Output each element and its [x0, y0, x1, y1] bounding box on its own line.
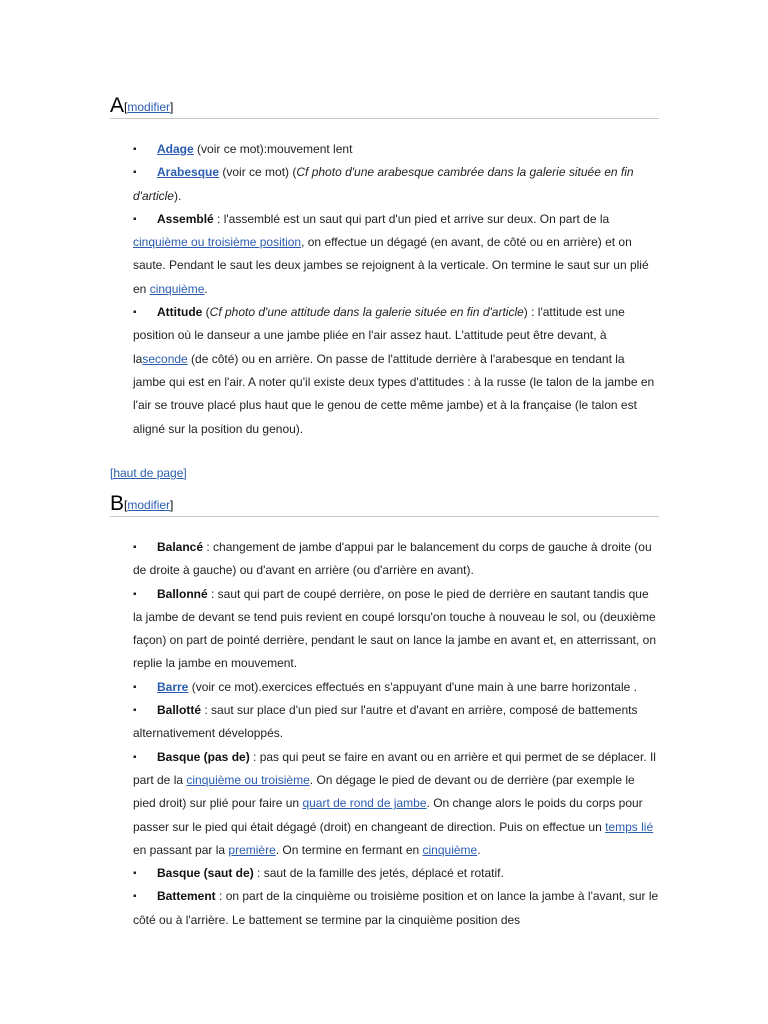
text-basque-4: en passant par la: [133, 842, 229, 857]
list-item-battement: [133, 885, 659, 932]
text-ballotte: : saut sur place d'un pied sur l'autre et d'avant en arrière, composé de battements alternativement développés.: [133, 703, 638, 741]
link-cinquieme-ou-troisieme-position[interactable]: cinquième ou troisième position: [133, 235, 302, 250]
bullet-icon: ▪: [133, 751, 137, 763]
link-quart-de-rond-de-jambe[interactable]: quart de rond de jambe: [302, 796, 427, 811]
text-arabesque-post: ).: [173, 188, 182, 203]
text-basque-2: . On dégage le pied de devant ou de derrière (par exemple le pied droit) sur plié pour faire un: [133, 772, 635, 811]
list-item-basque-saut: [133, 862, 659, 885]
section-a-edit: [124, 100, 173, 114]
bracket-open: [: [124, 498, 128, 512]
section-a-list: [133, 138, 659, 441]
term-ballotte: Ballotté: [157, 703, 202, 718]
bullet-icon: ▪: [133, 891, 137, 903]
text-basque-1: : pas qui peut se faire en avant ou en arrière et qui permet de se déplacer. Il part de la: [133, 749, 656, 787]
list-item-basque-pas: [133, 746, 659, 862]
text-balance: : changement de jambe d'appui par le balancement du corps de gauche à droite (ou de droite à gauche) ou d'avant en arrière (ou d'arrière en avant).: [133, 540, 652, 578]
text-attitude-0: (: [202, 305, 210, 320]
term-basque-saut: Basque (saut de): [157, 866, 254, 881]
term-attitude: Attitude: [157, 305, 203, 320]
bullet-icon: ▪: [133, 588, 137, 600]
term-balance: Balancé: [157, 540, 204, 554]
link-premiere[interactable]: première: [228, 842, 276, 857]
bullet-icon: ▪: [133, 307, 137, 319]
bullet-icon: ▪: [133, 144, 137, 155]
link-barre[interactable]: Barre: [157, 679, 189, 694]
bullet-icon: ▪: [133, 868, 137, 880]
text-basque-6: .: [477, 842, 481, 857]
section-a-heading: [110, 92, 659, 119]
link-seconde[interactable]: seconde: [142, 351, 188, 366]
section-a-edit-link[interactable]: modifier: [127, 100, 171, 114]
text-barre: (voir ce mot).exercices effectués en s'appuyant d'une main à une barre horizontale .: [188, 679, 637, 694]
text-assemble-3: .: [204, 281, 208, 296]
link-adage[interactable]: Adage: [157, 142, 194, 156]
back-to-top-link[interactable]: [haut de page]: [110, 466, 187, 480]
list-item-ballonne: [133, 583, 659, 676]
text-attitude-1: ) : l'attitude est une position où le danseur a une jambe pliée en l'air assez haut. L'attitude peut être devant, à la: [133, 305, 625, 366]
text-ballonne: : saut qui part de coupé derrière, on pose le pied de derrière en sautant tandis que la jambe de devant se tend puis revient en coupé lorsqu'on touche à nouveau le sol, ou (deuxième façon) on part de pointé derrière, pendant le saut on lance la jambe en avant et, en atterrissant, on replie la jambe en mouvement.: [133, 586, 657, 671]
text-assemble-2: , on effectue un dégagé (en avant, de côté ou en arrière) et on saute. Pendant le saut les deux jambes se rejoignent à la verticale. On termine le saut sur un plié en: [133, 235, 649, 296]
link-cinquieme-b[interactable]: cinquième: [422, 842, 478, 857]
list-item-attitude: [133, 301, 659, 441]
text-basque-saut: : saut de la famille des jetés, déplacé et rotatif.: [253, 866, 504, 881]
link-cinquieme[interactable]: cinquième: [149, 281, 205, 296]
bullet-icon: ▪: [133, 681, 137, 693]
section-b: [110, 490, 659, 517]
term-ballonne: Ballonné: [157, 586, 208, 601]
term-assemble: Assemblé: [157, 211, 214, 226]
section-b-edit-link[interactable]: modifier: [127, 498, 171, 512]
section-b-letter: B: [110, 492, 125, 515]
term-battement: Battement: [157, 889, 216, 904]
bracket-open: [: [124, 100, 128, 114]
bracket-close: ]: [170, 498, 174, 512]
bullet-icon: ▪: [133, 167, 137, 179]
section-b-heading: [110, 490, 659, 517]
section-a-letter: A: [110, 94, 125, 117]
text-basque-3: . On change alors le poids du corps pour passer sur le pied qui était dégagé (droit) en changeant de direction. Puis on effectue un: [133, 796, 643, 834]
term-basque-pas: Basque (pas de): [157, 749, 250, 764]
bracket-close: ]: [170, 100, 174, 114]
text-battement: : on part de la cinquième ou troisième position et on lance la jambe à l'avant, sur le côté ou à l'arrière. Le battement se termine par la cinquième position des: [133, 889, 659, 927]
text-attitude-italic: Cf photo d'une attitude dans la galerie située en fin d'article: [209, 305, 524, 320]
list-item-barre: [133, 676, 659, 699]
link-temps-lie[interactable]: temps lié: [605, 819, 654, 834]
bullet-icon: ▪: [133, 542, 137, 553]
text-arabesque-italic: Cf photo d'une arabesque cambrée dans la galerie située en fin d'article: [133, 165, 634, 203]
section-b-list: [133, 536, 659, 932]
section-a: [110, 92, 659, 119]
bullet-icon: ▪: [133, 705, 137, 717]
link-arabesque[interactable]: Arabesque: [157, 165, 220, 180]
section-b-edit: [124, 498, 173, 512]
text-attitude-2: (de côté) ou en arrière. On passe de l'attitude derrière à l'arabesque en tendant la jambe qui est en l'air. A noter qu'il existe deux types d'attitudes : à la russe (le talon de la jambe en l'air se trouve placé plus haut que le genou de cette même jambe) et à la française (le talon est aligné sur la position du genou).: [133, 351, 655, 436]
list-item-balance: [133, 536, 659, 583]
bullet-icon: ▪: [133, 213, 137, 225]
text-adage: (voir ce mot):mouvement lent: [193, 142, 353, 156]
list-item-assemble: [133, 208, 659, 301]
list-item-adage: [133, 138, 659, 161]
link-cinquieme-ou-troisieme[interactable]: cinquième ou troisième: [186, 772, 310, 787]
list-item-arabesque: [133, 161, 659, 208]
text-assemble-1: : l'assemblé est un saut qui part d'un pied et arrive sur deux. On part de la: [213, 211, 610, 226]
text-arabesque-pre: (voir ce mot) (: [219, 165, 297, 180]
text-basque-5: . On termine en fermant en: [275, 842, 423, 857]
list-item-ballotte: [133, 699, 659, 746]
